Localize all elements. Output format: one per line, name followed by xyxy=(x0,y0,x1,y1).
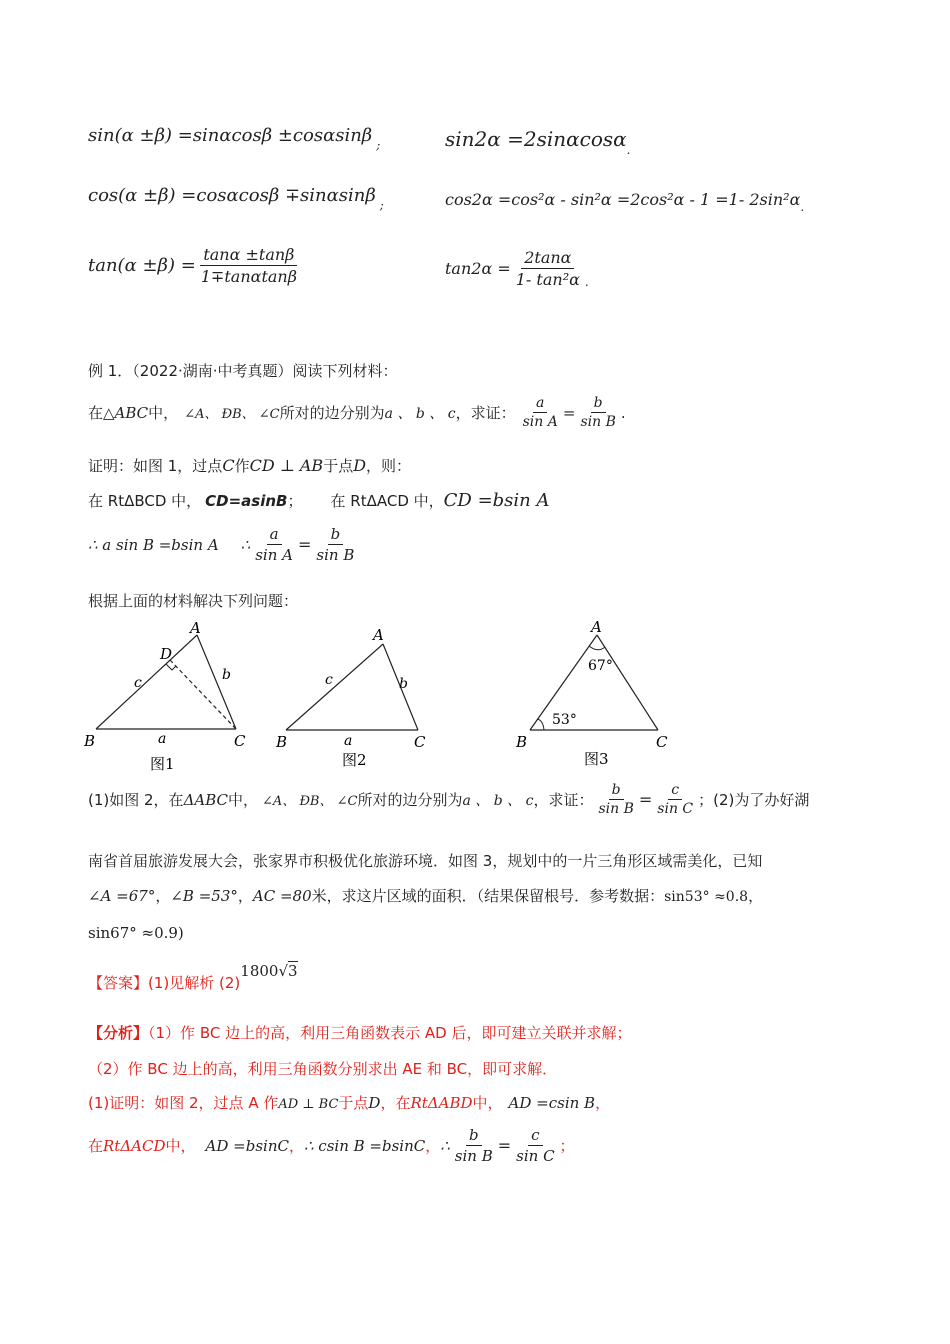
answer-line: 【答案】 (1)见解析 (2) 1800√3 xyxy=(88,962,298,992)
question-line-2: 南省首届旅游发展大会，张家界市积极优化旅游环境．如图 3，规划中的一片三角形区域需美化，已知 xyxy=(88,852,763,870)
figure-2 xyxy=(270,620,450,775)
formula-sin-sum: sin(α ±β) =sinαcosβ ±cosαsinβ $_;$ xyxy=(88,125,381,152)
proof-rt-lines: 在 RtΔBCD 中， CD=asinB ； 在 RtΔACD 中， CD =bsin A xyxy=(88,490,550,511)
fig1-label-D: D xyxy=(160,645,173,663)
fig2-caption: 图2 xyxy=(342,751,367,769)
solve-instruction: 根据上面的材料解决下列问题： xyxy=(88,592,299,610)
fig1-label-A: A xyxy=(190,619,201,637)
proof-line: 证明：如图 1，过点 C 作 CD ⊥ AB 于点 D ，则： xyxy=(88,456,412,475)
analysis-line-1: 【分析】（1）作 BC 边上的高，利用三角函数表示 AD 后，即可建立关联并求解； xyxy=(88,1024,632,1042)
formula-tan-sum: tan(α ±β) = $\frac{\tan\alpha \pm\tan\beta}{1\mp\tan\alpha\tan\beta}$ xyxy=(88,245,297,286)
fig3-label-A: A xyxy=(591,618,602,636)
fig1-label-b: b xyxy=(222,667,231,683)
solution-line-2: 在 RtΔACD 中， AD =bsinC ， ∴ csin B =bsinC ， ∴ $\frac{b}{\text{sin B}}$ = $\frac{c}{\text{sin C}}$ ； xyxy=(88,1126,575,1165)
question-line-4: sin67° ≈0.9) xyxy=(88,924,184,942)
question-line-3: ∠A =67° ， ∠B =53° ， AC =80 米，求这片区域的面积．（结果保留根号．参考数据： sin53° ≈0.8 ， xyxy=(88,887,764,905)
fig3-angle-A: 67° xyxy=(588,658,613,674)
proof-conclusion: ∴ a sin B =bsin A ∴ $\frac{a}{\text{sin A}}$ = $\frac{b}{\text{sin B}}$ xyxy=(88,525,355,564)
formula-tan-double: tan2α = $\frac{2\tan\alpha}{\text{1- tan²α}}$ . xyxy=(445,248,589,289)
fig2-label-c: c xyxy=(325,672,333,688)
fig3-caption: 图3 xyxy=(584,750,609,768)
fig3-label-B: B xyxy=(516,733,528,751)
fig2-label-a: a xyxy=(344,733,353,749)
answer-value: 1800√3 xyxy=(240,962,298,980)
fig2-label-A: A xyxy=(373,626,384,644)
question-line-1: (1)如图 2，在 ΔABC 中， ∠A、 ÐB、 ∠C 所对的边分别为 a 、 b 、 c ，求证： $\frac{b}{\text{sin B}}$ = $\frac{c}{\text{sin C}}$ ；(2)为了办好湖 xyxy=(88,782,810,817)
fig3-label-C: C xyxy=(656,733,668,751)
fig3-angle-B: 53° xyxy=(552,712,577,728)
fig1-label-c: c xyxy=(134,675,142,691)
fig2-label-C: C xyxy=(414,733,426,751)
example-statement: 在 △ABC 中， ∠A、 ÐB、 ∠C 所对的边分别为 a 、 b 、 c ，求证： $\frac{a}{\text{sin A}}$ = $\frac{b}{\text{sin B}}$ . xyxy=(88,395,626,430)
formula-cos-double: cos2α =cos²α - sin²α =2cos²α - 1 =1- $2\sin^2\alpha_.$ xyxy=(445,190,805,214)
example-title: 例 1．（2022·湖南·中考真题）阅读下列材料： xyxy=(88,362,398,380)
fig1-caption: 图1 xyxy=(150,755,175,773)
formula-sin-double: sin2α =2sinαcosα$_.$ xyxy=(445,127,631,157)
fig1-label-C: C xyxy=(234,732,246,750)
answer-label: 【答案】 xyxy=(88,974,149,992)
formula-cos-sum: cos(α ±β) =cosαcosβ ∓sinαsinβ $_;$ xyxy=(88,185,384,212)
figure-3 xyxy=(510,615,690,770)
fig2-label-b: b xyxy=(399,676,408,692)
figure-1 xyxy=(80,615,260,775)
fig1-label-a: a xyxy=(158,731,167,747)
analysis-label: 【分析】 xyxy=(88,1024,149,1042)
solution-line-1: (1)证明：如图 2，过点 A 作 AD ⊥ BC 于点 D ，在 RtΔABD 中， AD =csin B ， xyxy=(88,1094,611,1112)
fig2-label-B: B xyxy=(276,733,288,751)
fig1-label-B: B xyxy=(84,732,96,750)
analysis-line-2: （2）作 BC 边上的高，利用三角函数分别求出 AE 和 BC，即可求解． xyxy=(88,1060,558,1078)
